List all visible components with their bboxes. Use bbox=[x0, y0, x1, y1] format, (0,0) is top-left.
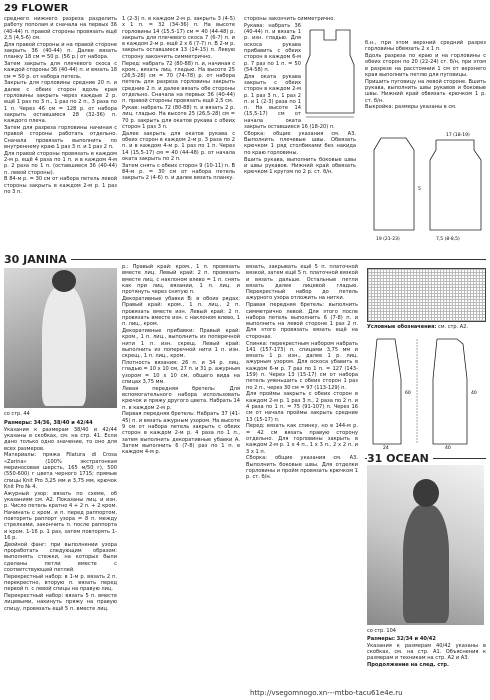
sweater-pattern-schema bbox=[304, 25, 356, 120]
section-divider bbox=[4, 259, 486, 260]
flower-schema-1 bbox=[304, 25, 356, 120]
flower-column-2 bbox=[122, 16, 235, 256]
paragraph: Первая передняя бретель: Набрать 37 (41-45) п. и вязать ажурным узором. На высоте 9 см от набора петель закрыть с обеих сторон в каждом 2-м р. 4 раза по 1 п., затем выполнить декоративные убавки А. Затем выполнить 6 (7-8) раз по 1 п. в каждом 4-м р. bbox=[122, 411, 240, 456]
paragraph: В 84-м р. = 30 см от набора петель левой стороны закрыть в каждом 2-м р. 1 раз по 3 п. bbox=[4, 176, 117, 196]
paragraph: Для правой стороны и на правой стороне закрыть 36 (40-44) п. Далее вязать планку 18 см = 50 р. (56 р.) от набора. bbox=[4, 41, 117, 61]
flower-column-3 bbox=[244, 16, 356, 256]
flower-column-1 bbox=[4, 16, 117, 241]
schema-label: 7,5 (8-8,5) bbox=[436, 237, 460, 242]
paragraph: Указания к размерам 38/40 и 42/44 указаны в скобках, см. на стр. 41. Если дано только одно значение, то оно для всех размеров. bbox=[4, 426, 117, 452]
flower-column-4 bbox=[365, 40, 486, 140]
ocean-photo bbox=[367, 465, 484, 625]
model-head bbox=[413, 479, 439, 507]
paragraph: Двойной фанг: при выполнении узора проработать следующим образом: выполнять стежки, на которых были сделаны петли вместе с соответствующей петлей. bbox=[4, 541, 117, 573]
paragraph: Перед: набрать 72 (80-88) п. и, начиная с кром., вязать лиц. гладью. На высоте 25 (26,5-28) см = 70 (74-78) р. от набора петель для разреза горловины закрыть средние 2 п. и далее вязать обе стороны отдельно. Сначала на первых 36 (40-44) п. правой стороны провязать ещё 2,5 см. bbox=[122, 60, 235, 105]
sizes-value: 32/34 и 40/42 bbox=[396, 636, 436, 642]
schema-label: 19 (21-23) bbox=[376, 237, 400, 242]
photo-caption: со стр. 44 bbox=[4, 411, 30, 417]
schema-label: 24 bbox=[383, 446, 389, 451]
legend-ref: см. стр. А2. bbox=[438, 324, 468, 330]
janina-photo bbox=[4, 268, 117, 408]
paragraph: Декоративные убавки В: в обоих рядах: Правый край: кром., 1 п. лиц., 2 п. провязать вместе изн. Левый край: 2 п. провязать вместе изн. с наклоном влево, 1 п. лиц., кром. bbox=[122, 295, 240, 328]
paragraph: Затем снять с обеих сторон 9 (10-11) п. В 84-м р. = 30 см от набора петель закрыть 2 (4-6) п. и далее вязать планку. bbox=[122, 162, 235, 182]
ocean-text bbox=[367, 636, 486, 686]
paragraph: 1 (2-3) п. в каждом 2-м р. закрыть 3 (4-5) х 1 п. = 32 (34-36) п. На высоте горловины 14 (15,5-17) см = 40 (44-48) р. закрыть для плечевого скоса 7 (6-7) п. и в каждом 2-м р. ещё 2 х 6 (7-7) п. В 2-м р. закрыть оставшиеся 13 (14-15) п. Левую сторону закончить симметрично. bbox=[122, 16, 235, 60]
legend-label: Условные обозначения: bbox=[367, 324, 437, 330]
schema-label: 40 bbox=[445, 446, 451, 451]
watermark-url: http://vsegomnogo.xn---mtbo-taсu61e4e.ru bbox=[250, 689, 403, 697]
paragraph: Рукав: набрать 72 (80-88) п. и вязать 2 р. лиц. гладью. На высоте 25 (26,5-28) см = 70 р. закрыть для окатов рукава с обеих сторон 1 раз 3 п. bbox=[122, 105, 235, 131]
lace-stitch-chart bbox=[367, 268, 486, 322]
schema-label: 17 (18-19) bbox=[446, 133, 470, 138]
paragraph: Декоративные прибавки: Правый край: кром., 1 п. лиц., выполнить из поперечной нити 1 п. изн. скрещ. Левый край: выполнить из поперечной нити 1 п. изн. скрещ., 1 п. лиц., кром. bbox=[122, 327, 240, 360]
paragraph: Для проймы закрыть с обеих сторон в каждом 2-м р. 1 раз 3 п., 2 раза по 2 п. и 4 раза по 1 п. = 75 (91-107) п. Через 16 см от начала проймы закрыть средние 13 (15-17) п. bbox=[246, 391, 358, 423]
janina-column-1 bbox=[4, 420, 117, 685]
paragraph: Рукава: набрать 36 (40-44) п. и вязать 1 р. изн. гладью. Для оскоса рукава прибавить с обеих сторон в каждом 6-м р. 7 раз по 1 п. = 50 (54-58) п. bbox=[244, 22, 301, 73]
paragraph: среднего нижнего разреза разделить работу пополам и сначала на первых 36 (40-44) п. правой стороны провязать ещё 2,5 (4,5-6) см. bbox=[4, 16, 117, 41]
paragraph: Для правой стороны провязать в каждом 2-м р. ещё 4 раза по 1 п. и в каждом 4-м р. 2 раза по 1 п. (оставшиеся 36 (40-44) п. левой стороны). bbox=[4, 150, 117, 176]
sleeve-pattern-schema bbox=[366, 130, 486, 250]
dress-pattern-schema bbox=[367, 334, 485, 450]
paragraph: Левая передняя бретель: Для вспомогательного набора использовать крючок и пряжу другого цвета. Набрать 14 п. в каждом 2-м р. bbox=[122, 385, 240, 411]
paragraph: Перед: вязать как спинку, но в 144-м р. = 42 см вязать правую сторону отдельно. Для горловины закрыть в каждом 2-м р. 1 х 4 п., 1 х 3 п., 2 х 2 п. и 3 х 1 п. bbox=[246, 423, 358, 455]
paragraph: стороны закончить симметрично. bbox=[244, 16, 335, 22]
paragraph: Пришить пуговицу на левой стороне. Вшить рукава, выполнить швы рукавов и боковые швы. Нижний край обвязать крючком 1 р. ст. б/н. bbox=[365, 78, 486, 104]
paragraph: Далее закрыть для окатов рукава с обеих сторон в каждом 2-м р. 3 раза по 2 п. и в каждом 4-м р. 1 раз по 1 п. Через 14 (15,5-17) см = 40 (44-48) р. от начала оката закрыть по 2 п. bbox=[122, 130, 235, 163]
paragraph: Перекрестный набор: в 1-м р. вязать 2 п. перекрестно, вторую п. вязать перед первой п. с левой спицы на правую лиц. bbox=[4, 573, 117, 593]
paragraph: Материалы: пряжа Filatura di Crosa «Zarina» (100% экстратонкая мериносовая шерсть, 165 м/50 г), 500 (550-600) г цвета черного 1715; прямые спицы Knit Pro 3,25 мм и 3,75 мм, крючок Knit Pro № 4. bbox=[4, 452, 117, 490]
section-heading-ocean: 31 OCEAN bbox=[367, 452, 433, 465]
sizes-label: Размеры: bbox=[4, 420, 33, 426]
continue-note: Продолжение на след. стр. bbox=[367, 662, 449, 669]
janina-schema bbox=[367, 334, 485, 450]
photo-caption: со стр. 104 bbox=[367, 628, 396, 634]
paragraph: Спинка: перекрестным набором набрать 141 (157-173) п. спицами 3,75 мм и вязать 1 р. изн., далее 1 р. лиц. ажурным узором. Для оскоса убавить в каждом 6-м р. 7 раз по 1 п. = 127 (143-159) п. Через 13 (15-17) см от набора петель уменьшить с обеих сторон 1 раз по 2 п., через 30 см = 97 (113-129) п. bbox=[246, 340, 358, 391]
paragraph: Вшить рукава, выполнить боковые швы и швы рукавов. Нижний край обвязать крючком 1 кругом по 2 р. ст. б/н. bbox=[244, 156, 356, 176]
paragraph: Плотность вязания: 26 п. и 34 р. лиц. гладью = 10 х 10 см, 27 п. и 31 р. ажурным узором = 10 х 10 см, общего вида на спицах 3,75 мм. bbox=[122, 359, 240, 385]
model-head bbox=[52, 270, 76, 292]
paragraph: Указания к размерам 40/42 указаны в скобках, см. на стр. А1. Объяснения к размерам и техникам на стр. А2 и А3. bbox=[367, 642, 486, 662]
section-heading-janina: 30 JANINA bbox=[4, 253, 71, 266]
chart-legend bbox=[367, 324, 468, 330]
paragraph: Правая передняя бретель: выполнить симметрично левой. Для этого после набора петель выполнить 6 (7-8) п. и выполнить на левой стороне 1 раз 2 п. Для этого провязать вязать ещё на сторонах. bbox=[246, 302, 358, 340]
sizes-line bbox=[4, 420, 117, 426]
paragraph: Затем закрыть для плечевого скоса с каждой стороны 36 (40-44) п. и вязать 18 см = 50 р. от набора петель. bbox=[4, 61, 117, 80]
flower-schema-2 bbox=[366, 130, 486, 250]
sizes-value: 34/36, 38/40 и 42/44 bbox=[33, 420, 93, 426]
paragraph: Вдоль разреза по краю и на горловины с обеих сторон по 20 (22-24) ст. б/н, при этом в разрезе на расстоянии 1 см от верхнего края выполнить петлю для пуговицы. bbox=[365, 53, 486, 78]
paragraph: Сборка: общие указания см. А3. Выполнить плечевые швы. Обвязать крючком 1 ряд столбиками без накида по краю горловины. bbox=[244, 130, 356, 156]
sizes-label: Размеры: bbox=[367, 636, 396, 642]
janina-column-2 bbox=[122, 264, 240, 684]
model-figure bbox=[42, 286, 86, 406]
paragraph: Закрыть для горловины средние 20 п. и далее с обеих сторон вдоль края горловины закрыть через каждые 2 р. ещё 1 раз по 3 п., 1 раз по 2 п., 3 раза по 1 п. Через 46 см = 128 р. от набора закрыть оставшиеся 28 (32-36) п. каждого плеча. bbox=[4, 80, 117, 125]
sizes-line bbox=[367, 636, 486, 642]
paragraph: Сборка: общие указания см. А3. Выполнить боковые швы. Для отделки горловины и пройм провязать крючком 1 р. ст. б/н. bbox=[246, 455, 358, 481]
paragraph: Перекрестный набор: вязать 5 п. вместе лицевыми, накинуть пряжу на правую спицу, провязать ещё 5 п. вместе лиц. bbox=[4, 593, 117, 612]
schema-label: 60 bbox=[405, 391, 411, 396]
paragraph: Для оката рукава закрыть с обеих сторон в каждом 2-м р. 1 раз 3 п., 1 раз 2 п. и 1 (2-3) раза по 1 п. На высоте 14 (15,5-17) см от начала оката закрыть оставшиеся 16 (18-20) п. bbox=[244, 73, 335, 131]
paragraph: Ажурный узор: вязать по схеме, об указаниям см. А2. Показаны лиц. и изн. р. Число петель кратно 4 + 2 п. + 2 кром. Начинать с кром. и п. перед раппортом, повторять раппорт узора = 8 п. между стрелками, закончить п. после раппорта и кром. 1-16 р. 1 раз, затем повторять 1-16 р. bbox=[4, 490, 117, 541]
paragraph: б.н., при этом верхний средний разрез горловины обвязать 2 х 1 п. bbox=[365, 40, 486, 53]
paragraph: р.: Правый край: кром., 1 п. провязать вместе лиц. Левый край: 2 п. провязать вместе лиц. с наклоном влево = 1 п. снять как при лиц. вязании, 1 п. лиц. и протянуть через снятую п. bbox=[122, 264, 240, 296]
schema-label: 40 bbox=[471, 391, 477, 396]
janina-column-3 bbox=[246, 264, 358, 684]
page-title: 29 FLOWER bbox=[4, 3, 69, 14]
paragraph: Выкройка: размеры указаны в см. bbox=[365, 104, 457, 111]
model-figure bbox=[403, 505, 449, 623]
paragraph: Затем для разреза горловины начиная с правой стороны работать отдельно. Сначала провязать выполнить по внутреннему краю 1 раз 3 п. и 1 раз 2 п. bbox=[4, 125, 117, 150]
schema-label: 5 bbox=[418, 187, 421, 192]
paragraph: вязать, закрывать ещё 5 п. платочной вязкой, затем ещё 5 п. платочной вязкой и вязать дальше. Остальные петли вязать далее лицевой гладью. Перекрестный набор до петель ажурного узора отложить на нитки. bbox=[246, 264, 358, 302]
